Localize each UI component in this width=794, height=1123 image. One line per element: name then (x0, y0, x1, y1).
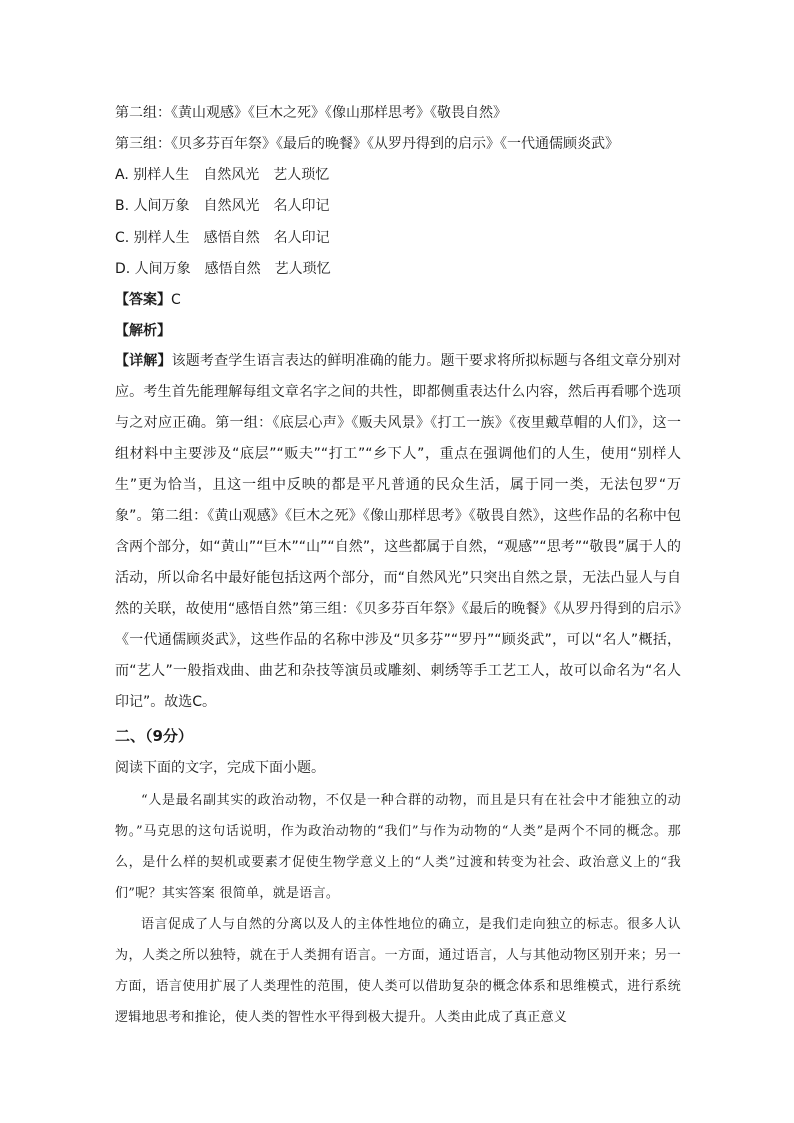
analysis-heading (115, 321, 685, 341)
option-c: C. 别样人生 感悟自然 名人印记 (115, 230, 330, 246)
passage-paragraph-2: 语言促成了人与自然的分离以及人的主体性地位的确立，是我们走向独立的标志。很多人认为，人类之所以独特，就在于人类拥有语言。一方面，通过语言，人与其他动物区别开来；另一方面，语言使用扩展了人类理性的范围，使人类可以借助复杂的概念体系和思维模式，进行系统逻辑地思考和推论，使人类的智性水平得到极大提升。人类由此成了真正意义 (115, 917, 681, 1025)
group-two-line: 第二组：《黄山观感》《巨木之死》《像山那样思考》《敬畏自然》 (115, 105, 507, 121)
option-b: B. 人间万象 自然风光 名人印记 (115, 198, 330, 214)
section-two-heading: 二、（9分） (115, 727, 193, 745)
section-two-instruction: 阅读下面的文字，完成下面小题。 (115, 760, 325, 776)
passage-paragraph-1: “人是最名副其实的政治动物，不仅是一种合群的动物，而且是只有在社会中才能独立的动物。”马克思的这句话说明，作为政治动物的“我们”与作为动物的“人类”是两个不同的概念。那么，是什么样的契机或要素才促使生物学意义上的“人类”过渡和转变为社会、政治意义上的“我们”呢？其实答案 很简单，就是语言。 (115, 793, 681, 901)
option-d: D. 人间万象 感悟自然 艺人琐忆 (115, 261, 331, 277)
analysis-label: 【解析】 (115, 323, 171, 339)
answer-value: C (171, 292, 181, 308)
analysis-detail (115, 346, 681, 718)
group-three-line: 第三组：《贝多芬百年祭》《最后的晚餐》《从罗丹得到的启示》《一代通儒顾炎武》 (115, 136, 619, 152)
option-a: A. 别样人生 自然风光 艺人琐忆 (115, 167, 330, 183)
answer-line (115, 290, 685, 310)
answer-label: 【答案】 (115, 292, 171, 308)
detail-label: 【详解】 (115, 353, 172, 369)
detail-text: 该题考查学生语言表达的鲜明准确的能力。题干要求将所拟标题与各组文章分别对应。考生首先能理解每组文章名字之间的共性，即都侧重表达什么内容，然后再看哪个选项与之对应正确。第一组：《底层心声》《贩夫风景》《打工一族》《夜里戴草帽的人们》，这一组材料中主要涉及“底层”“贩夫”“打工”“乡下人”，重点在强调他们的人生，使用“别样人生”更为恰当，且这一组中反映的都是平凡普通的民众生活，属于同一类，无法包罗“万象”。第二组：《黄山观感》《巨木之死》《像山那样思考》《敬畏自然》，这些作品的名称中包含两个部分，如“黄山”“巨木”“山”“自然”，这些都属于自然，“观感”“思考”“敬畏”属于人的活动，所以命名中最好能包括这两个部分，而“自然风光”只突出自然之景，无法凸显人与自然的关联，故使用“感悟自然”第三组：《贝多芬百年祭》《最后的晚餐》《从罗丹得到的启示》《一代通儒顾炎武》，这些作品的名称中涉及“贝多芬”“罗丹”“顾炎武”，可以“名人”概括，而“艺人”一般指戏曲、曲艺和杂技等演员或雕刻、刺绣等手工艺工人，故可以命名为“名人印记”。故选C。 (115, 353, 682, 710)
